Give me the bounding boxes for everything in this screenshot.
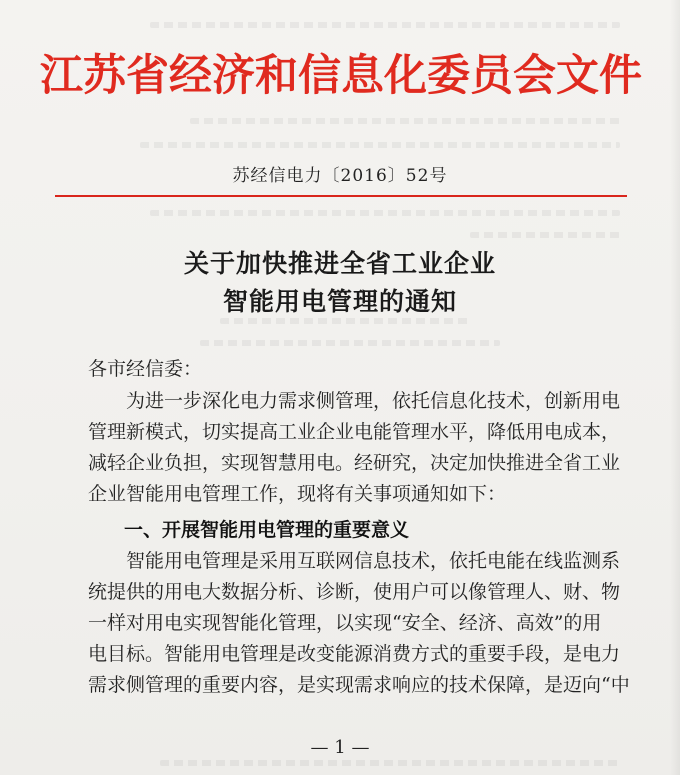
intro-paragraph (88, 386, 621, 510)
salutation: 各市经信委： (88, 358, 203, 380)
section-1-line: 智能用电管理是采用互联网信息技术，依托电能在线监测系 (126, 550, 621, 572)
intro-line: 为进一步深化电力需求侧管理，依托信息化技术，创新用电 (126, 390, 621, 412)
page-edge-shadow (670, 0, 680, 775)
document-number: 苏经信电力〔2016〕52号 (232, 166, 448, 186)
section-1-heading: 一、开展智能用电管理的重要意义 (124, 519, 410, 541)
bleed-through-mark (470, 232, 620, 238)
issuer-header-title: 江苏省经济和信息化委员会文件 (40, 51, 642, 101)
bleed-through-mark (160, 760, 620, 766)
bleed-through-mark (190, 118, 620, 124)
bleed-through-mark (200, 340, 500, 346)
bleed-through-mark (140, 142, 620, 148)
notice-title-line-1: 关于加快推进全省工业企业 (183, 249, 496, 278)
bleed-through-mark (150, 22, 620, 28)
intro-line: 减轻企业负担，实现智慧用电。经研究，决定加快推进全省工业 (88, 452, 621, 474)
section-1-line: 需求侧管理的重要内容，是实现需求响应的技术保障，是迈向“中 (88, 674, 630, 696)
section-1-line: 电目标。智能用电管理是改变能源消费方式的重要手段，是电力 (88, 643, 621, 665)
intro-line: 管理新模式，切实提高工业企业电能管理水平，降低用电成本， (88, 421, 621, 443)
intro-line: 企业智能用电管理工作，现将有关事项通知如下： (88, 483, 507, 505)
section-1-paragraph (88, 546, 630, 701)
page-number: — 1 — (310, 737, 370, 758)
notice-title-line-2: 智能用电管理的通知 (222, 287, 457, 316)
section-1-line: 一样对用电实现智能化管理，以实现“安全、经济、高效”的用 (88, 612, 602, 634)
bleed-through-mark (220, 318, 470, 324)
red-divider-line (55, 195, 627, 197)
section-1-line: 统提供的用电大数据分析、诊断，使用户可以像管理人、财、物 (88, 581, 621, 603)
bleed-through-mark (150, 210, 620, 216)
